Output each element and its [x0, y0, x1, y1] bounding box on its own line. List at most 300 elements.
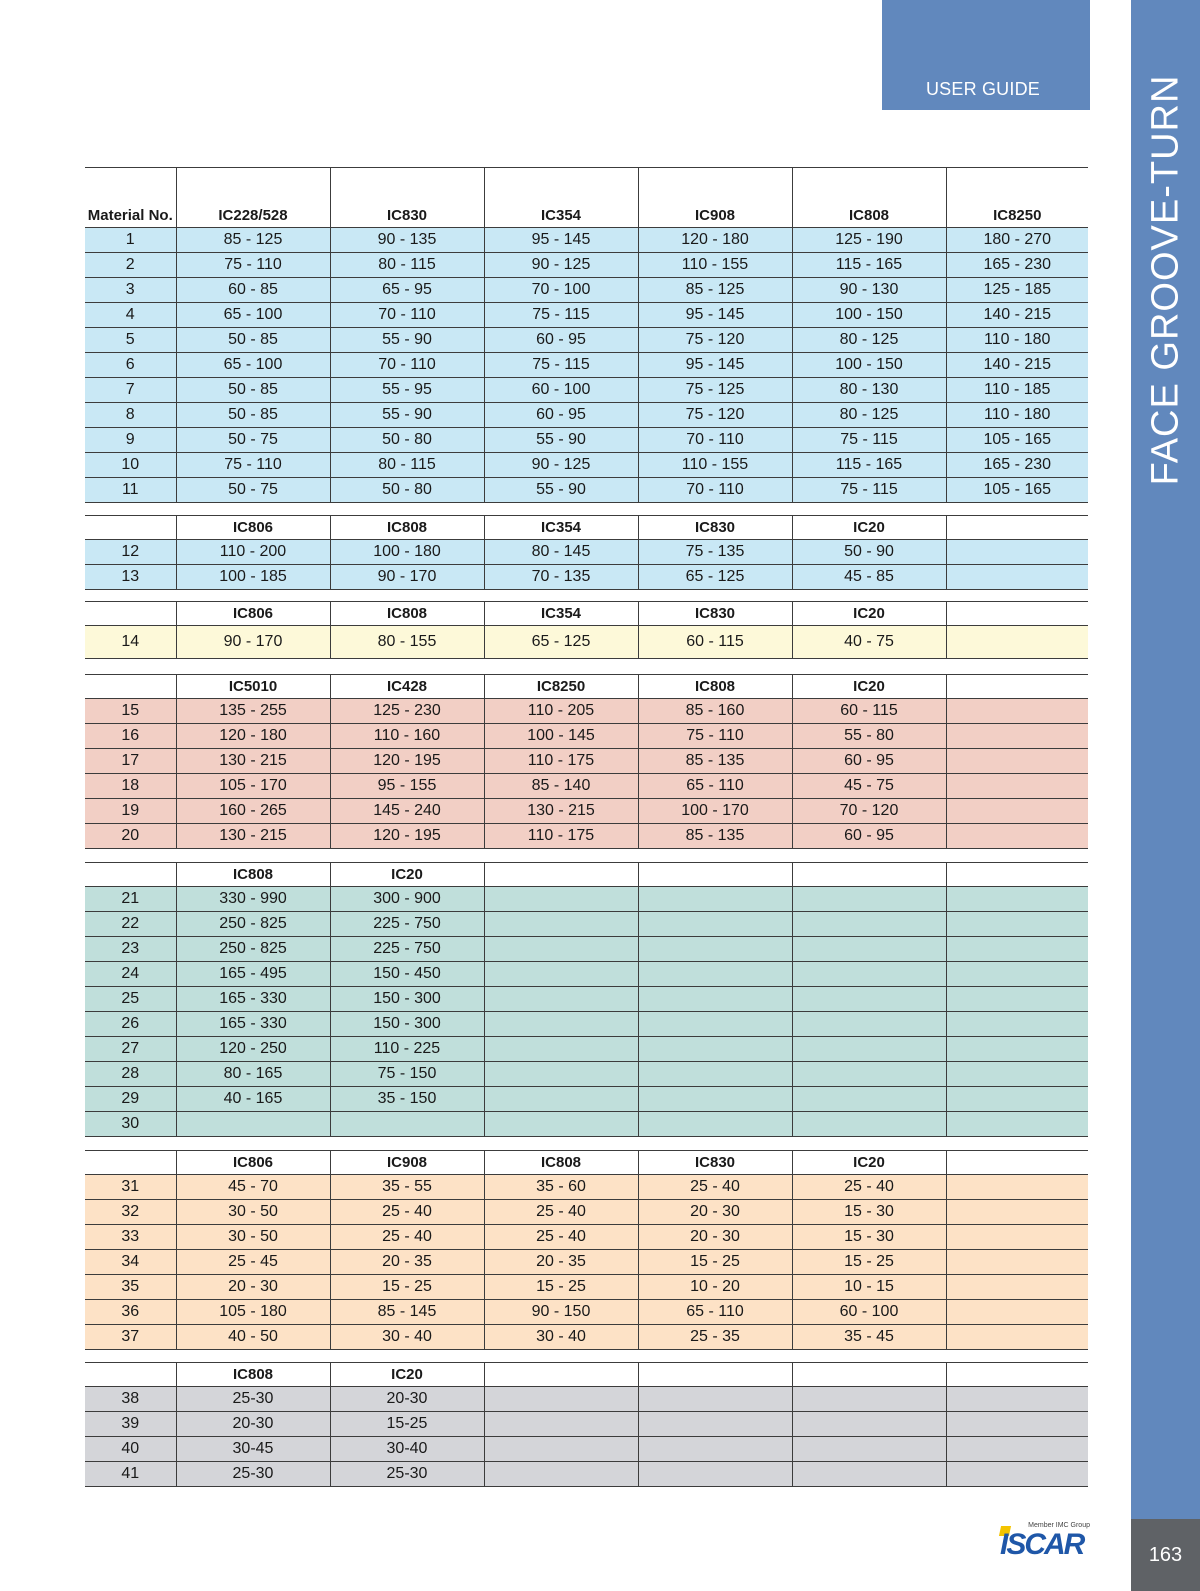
- cutting-speed-cell: [484, 1462, 638, 1487]
- cutting-speed-cell: [792, 1437, 946, 1462]
- material-number-cell: 35: [85, 1275, 176, 1300]
- material-number-cell: 39: [85, 1412, 176, 1437]
- cutting-speed-cell: 25-30: [176, 1462, 330, 1487]
- cutting-speed-cell: 20 - 30: [176, 1275, 330, 1300]
- cutting-speed-cell: 15 - 30: [792, 1200, 946, 1225]
- cutting-speed-cell: 85 - 135: [638, 749, 792, 774]
- cutting-speed-cell: 80 - 115: [330, 453, 484, 478]
- cutting-speed-cell: 75 - 115: [484, 303, 638, 328]
- cutting-speed-cell: [484, 1437, 638, 1462]
- table-header-row: [85, 1363, 1088, 1387]
- cutting-speed-cell: 55 - 90: [330, 403, 484, 428]
- cutting-speed-cell: 60 - 115: [638, 626, 792, 659]
- cutting-speed-cell: 90 - 170: [176, 626, 330, 659]
- material-number-cell: 22: [85, 912, 176, 937]
- cutting-speed-cell: [946, 912, 1088, 937]
- cutting-speed-cell: 50 - 75: [176, 478, 330, 503]
- cutting-speed-cell: [484, 1387, 638, 1412]
- cutting-speed-cell: 75 - 110: [176, 453, 330, 478]
- cutting-speed-cell: 50 - 80: [330, 428, 484, 453]
- cutting-speed-cell: 90 - 130: [792, 278, 946, 303]
- cutting-speed-cell: 75 - 110: [176, 253, 330, 278]
- grade-header: IC20: [792, 1151, 946, 1175]
- cutting-speed-cell: [638, 1437, 792, 1462]
- table-row: [85, 824, 1088, 849]
- table-row: [85, 1437, 1088, 1462]
- material-number-cell: 26: [85, 1012, 176, 1037]
- material-number-cell: 29: [85, 1087, 176, 1112]
- cutting-speed-cell: [176, 1112, 330, 1137]
- speed-table-4: [85, 674, 1088, 849]
- cutting-speed-cell: 165 - 330: [176, 1012, 330, 1037]
- cutting-speed-cell: 120 - 250: [176, 1037, 330, 1062]
- cutting-speed-cell: [484, 987, 638, 1012]
- cutting-speed-cell: 110 - 175: [484, 824, 638, 849]
- iscar-logo: [998, 1522, 1090, 1562]
- grade-header: IC808: [330, 516, 484, 540]
- cutting-speed-cell: 110 - 155: [638, 253, 792, 278]
- cutting-speed-cell: 25 - 40: [330, 1225, 484, 1250]
- side-section-band: [1131, 0, 1200, 1519]
- material-number-cell: 30: [85, 1112, 176, 1137]
- grade-header: IC808: [330, 602, 484, 626]
- cutting-speed-cell: 55 - 95: [330, 378, 484, 403]
- table-row: [85, 749, 1088, 774]
- cutting-speed-cell: 60 - 115: [792, 699, 946, 724]
- grade-header: IC806: [176, 516, 330, 540]
- cutting-speed-cell: 40 - 50: [176, 1325, 330, 1350]
- cutting-speed-cell: 15 - 25: [484, 1275, 638, 1300]
- material-no-header: [85, 602, 176, 626]
- material-number-cell: 41: [85, 1462, 176, 1487]
- cutting-speed-cell: 60 - 100: [792, 1300, 946, 1325]
- grade-header: [792, 863, 946, 887]
- cutting-speed-cell: 65 - 110: [638, 774, 792, 799]
- material-number-cell: 2: [85, 253, 176, 278]
- cutting-speed-cell: 25 - 40: [484, 1200, 638, 1225]
- cutting-speed-cell: [946, 1412, 1088, 1437]
- cutting-speed-cell: 110 - 205: [484, 699, 638, 724]
- table-row: [85, 962, 1088, 987]
- cutting-speed-cell: [946, 1037, 1088, 1062]
- speed-table-1: [85, 167, 1088, 503]
- cutting-speed-cell: 250 - 825: [176, 937, 330, 962]
- cutting-speed-cell: 140 - 215: [946, 303, 1088, 328]
- speed-table-7: [85, 1362, 1088, 1487]
- cutting-speed-cell: 85 - 125: [176, 228, 330, 253]
- table-row: [85, 453, 1088, 478]
- grade-header: [638, 1363, 792, 1387]
- cutting-speed-cell: 85 - 160: [638, 699, 792, 724]
- cutting-speed-cell: [946, 1250, 1088, 1275]
- table-row: [85, 1300, 1088, 1325]
- cutting-speed-cell: 100 - 145: [484, 724, 638, 749]
- grade-header: IC5010: [176, 675, 330, 699]
- table-row: [85, 1112, 1088, 1137]
- cutting-speed-cell: 70 - 100: [484, 278, 638, 303]
- table-row: [85, 987, 1088, 1012]
- cutting-speed-cell: 110 - 160: [330, 724, 484, 749]
- grade-header: IC806: [176, 1151, 330, 1175]
- cutting-speed-cell: 75 - 135: [638, 540, 792, 565]
- cutting-speed-cell: [484, 912, 638, 937]
- cutting-speed-cell: 250 - 825: [176, 912, 330, 937]
- grade-header: IC20: [792, 602, 946, 626]
- table-header-row: [85, 1151, 1088, 1175]
- cutting-speed-cell: 80 - 130: [792, 378, 946, 403]
- cutting-speed-cell: 120 - 195: [330, 749, 484, 774]
- cutting-speed-cell: 65 - 100: [176, 353, 330, 378]
- grade-header: IC908: [638, 168, 792, 228]
- cutting-speed-cell: 145 - 240: [330, 799, 484, 824]
- cutting-speed-cell: [792, 912, 946, 937]
- cutting-speed-cell: [946, 699, 1088, 724]
- cutting-speed-cell: 70 - 110: [638, 428, 792, 453]
- grade-header: [946, 1363, 1088, 1387]
- cutting-speed-cell: 140 - 215: [946, 353, 1088, 378]
- cutting-speed-cell: [792, 1087, 946, 1112]
- table-row: [85, 1387, 1088, 1412]
- cutting-speed-cell: 25 - 40: [792, 1175, 946, 1200]
- cutting-speed-cell: 300 - 900: [330, 887, 484, 912]
- grade-header: IC354: [484, 516, 638, 540]
- cutting-speed-cell: 90 - 125: [484, 253, 638, 278]
- material-number-cell: 9: [85, 428, 176, 453]
- grade-header: IC228/528: [176, 168, 330, 228]
- cutting-speed-cell: 70 - 135: [484, 565, 638, 590]
- cutting-speed-cell: 20-30: [176, 1412, 330, 1437]
- speed-table-6: [85, 1150, 1088, 1350]
- material-number-cell: 18: [85, 774, 176, 799]
- table-header-row: [85, 516, 1088, 540]
- cutting-speed-cell: 110 - 180: [946, 403, 1088, 428]
- cutting-speed-cell: 85 - 125: [638, 278, 792, 303]
- grade-header: [484, 1363, 638, 1387]
- cutting-speed-cell: [792, 937, 946, 962]
- speed-table-5: [85, 862, 1088, 1137]
- cutting-speed-cell: 45 - 75: [792, 774, 946, 799]
- cutting-speed-cell: 120 - 180: [176, 724, 330, 749]
- cutting-speed-cell: [484, 962, 638, 987]
- cutting-speed-cell: [946, 749, 1088, 774]
- cutting-speed-cell: 75 - 115: [792, 428, 946, 453]
- cutting-speed-cell: [946, 887, 1088, 912]
- cutting-speed-cell: 25 - 35: [638, 1325, 792, 1350]
- cutting-speed-cell: 65 - 125: [484, 626, 638, 659]
- material-number-cell: 19: [85, 799, 176, 824]
- cutting-speed-cell: 70 - 110: [330, 303, 484, 328]
- cutting-speed-cell: 130 - 215: [176, 749, 330, 774]
- cutting-speed-cell: 225 - 750: [330, 937, 484, 962]
- material-number-cell: 5: [85, 328, 176, 353]
- material-number-cell: 12: [85, 540, 176, 565]
- cutting-speed-cell: [946, 724, 1088, 749]
- cutting-speed-cell: [792, 1112, 946, 1137]
- cutting-speed-cell: [946, 1387, 1088, 1412]
- cutting-speed-cell: 80 - 165: [176, 1062, 330, 1087]
- cutting-speed-cell: [946, 1012, 1088, 1037]
- grade-header: IC808: [792, 168, 946, 228]
- grade-header: IC808: [484, 1151, 638, 1175]
- material-number-cell: 27: [85, 1037, 176, 1062]
- table-row: [85, 912, 1088, 937]
- cutting-speed-cell: [946, 937, 1088, 962]
- cutting-speed-cell: 35 - 60: [484, 1175, 638, 1200]
- table-row: [85, 626, 1088, 659]
- cutting-speed-cell: 45 - 85: [792, 565, 946, 590]
- cutting-speed-cell: 50 - 90: [792, 540, 946, 565]
- table-row: [85, 1062, 1088, 1087]
- cutting-speed-cell: 75 - 120: [638, 328, 792, 353]
- material-number-cell: 14: [85, 626, 176, 659]
- grade-header: IC20: [330, 1363, 484, 1387]
- cutting-speed-cell: 70 - 110: [638, 478, 792, 503]
- cutting-speed-cell: 10 - 15: [792, 1275, 946, 1300]
- material-number-cell: 20: [85, 824, 176, 849]
- grade-header: IC20: [792, 675, 946, 699]
- cutting-speed-cell: 95 - 145: [484, 228, 638, 253]
- material-number-cell: 3: [85, 278, 176, 303]
- table-row: [85, 1325, 1088, 1350]
- cutting-speed-cell: 100 - 150: [792, 353, 946, 378]
- cutting-speed-cell: 15 - 25: [638, 1250, 792, 1275]
- cutting-speed-cell: 15-25: [330, 1412, 484, 1437]
- page-number: 163: [1131, 1519, 1200, 1591]
- cutting-speed-cell: 20 - 35: [484, 1250, 638, 1275]
- cutting-speed-cell: 80 - 145: [484, 540, 638, 565]
- grade-header: [484, 863, 638, 887]
- cutting-speed-cell: 25 - 40: [638, 1175, 792, 1200]
- cutting-speed-cell: 115 - 165: [792, 453, 946, 478]
- cutting-speed-cell: [946, 1300, 1088, 1325]
- cutting-speed-cell: 50 - 85: [176, 403, 330, 428]
- material-no-header: [85, 516, 176, 540]
- cutting-speed-cell: 60 - 85: [176, 278, 330, 303]
- material-number-cell: 13: [85, 565, 176, 590]
- cutting-speed-cell: [484, 887, 638, 912]
- cutting-speed-cell: 55 - 90: [330, 328, 484, 353]
- material-no-header: [85, 675, 176, 699]
- cutting-speed-cell: 55 - 80: [792, 724, 946, 749]
- cutting-speed-cell: [946, 962, 1088, 987]
- cutting-speed-cell: 90 - 150: [484, 1300, 638, 1325]
- grade-header: [946, 863, 1088, 887]
- cutting-speed-cell: 150 - 300: [330, 1012, 484, 1037]
- cutting-speed-cell: 110 - 185: [946, 378, 1088, 403]
- logo-member-text: Member IMC Group: [1028, 1522, 1090, 1529]
- cutting-speed-cell: 90 - 170: [330, 565, 484, 590]
- cutting-speed-cell: [484, 1012, 638, 1037]
- cutting-speed-cell: 150 - 300: [330, 987, 484, 1012]
- material-number-cell: 24: [85, 962, 176, 987]
- cutting-speed-cell: 110 - 200: [176, 540, 330, 565]
- grade-header: [638, 863, 792, 887]
- cutting-speed-cell: [638, 912, 792, 937]
- speed-table-3: [85, 601, 1088, 659]
- material-number-cell: 36: [85, 1300, 176, 1325]
- cutting-speed-cell: [638, 962, 792, 987]
- grade-header: IC830: [638, 602, 792, 626]
- cutting-speed-cell: 95 - 155: [330, 774, 484, 799]
- cutting-speed-cell: 105 - 165: [946, 428, 1088, 453]
- logo-wordmark: ISCAR: [1000, 1528, 1084, 1561]
- cutting-speed-cell: [946, 824, 1088, 849]
- cutting-speed-cell: [946, 1437, 1088, 1462]
- grade-header: [792, 1363, 946, 1387]
- cutting-speed-cell: 70 - 110: [330, 353, 484, 378]
- cutting-speed-cell: 150 - 450: [330, 962, 484, 987]
- grade-header: IC806: [176, 602, 330, 626]
- cutting-speed-cell: [638, 1412, 792, 1437]
- table-row: [85, 428, 1088, 453]
- cutting-speed-cell: 20 - 35: [330, 1250, 484, 1275]
- table-row: [85, 378, 1088, 403]
- material-number-cell: 25: [85, 987, 176, 1012]
- cutting-speed-cell: [484, 937, 638, 962]
- cutting-speed-cell: 85 - 135: [638, 824, 792, 849]
- table-row: [85, 1412, 1088, 1437]
- material-number-cell: 28: [85, 1062, 176, 1087]
- grade-header: IC20: [330, 863, 484, 887]
- cutting-speed-cell: [792, 1037, 946, 1062]
- cutting-speed-cell: 65 - 95: [330, 278, 484, 303]
- cutting-speed-cell: [484, 1037, 638, 1062]
- material-no-header: [85, 1363, 176, 1387]
- cutting-speed-cell: 90 - 125: [484, 453, 638, 478]
- grade-header: IC908: [330, 1151, 484, 1175]
- cutting-speed-cell: 60 - 95: [792, 749, 946, 774]
- cutting-speed-cell: [638, 937, 792, 962]
- cutting-speed-cell: 65 - 110: [638, 1300, 792, 1325]
- speed-table-2: [85, 515, 1088, 590]
- cutting-speed-cell: 75 - 150: [330, 1062, 484, 1087]
- cutting-speed-cell: 50 - 85: [176, 378, 330, 403]
- grade-header: IC830: [638, 516, 792, 540]
- cutting-speed-cell: 35 - 55: [330, 1175, 484, 1200]
- cutting-speed-cell: [946, 1175, 1088, 1200]
- material-no-header: [85, 863, 176, 887]
- cutting-speed-cell: 85 - 145: [330, 1300, 484, 1325]
- cutting-speed-cell: 165 - 495: [176, 962, 330, 987]
- cutting-speed-cell: 80 - 125: [792, 403, 946, 428]
- cutting-speed-cell: 30 - 40: [484, 1325, 638, 1350]
- cutting-speed-cell: 95 - 145: [638, 303, 792, 328]
- table-row: [85, 565, 1088, 590]
- cutting-speed-cell: [946, 1087, 1088, 1112]
- grade-header: IC428: [330, 675, 484, 699]
- cutting-speed-cell: [946, 1275, 1088, 1300]
- grade-header: IC354: [484, 602, 638, 626]
- cutting-speed-cell: [946, 799, 1088, 824]
- cutting-speed-cell: [330, 1112, 484, 1137]
- cutting-speed-cell: 45 - 70: [176, 1175, 330, 1200]
- cutting-speed-cell: 25-30: [330, 1462, 484, 1487]
- material-number-cell: 6: [85, 353, 176, 378]
- cutting-speed-cell: 95 - 145: [638, 353, 792, 378]
- table-row: [85, 699, 1088, 724]
- cutting-speed-cell: 100 - 180: [330, 540, 484, 565]
- cutting-speed-cell: [484, 1087, 638, 1112]
- cutting-speed-cell: [946, 1112, 1088, 1137]
- cutting-speed-cell: 60 - 95: [484, 328, 638, 353]
- cutting-speed-cell: 90 - 135: [330, 228, 484, 253]
- table-row: [85, 403, 1088, 428]
- grade-header: IC8250: [946, 168, 1088, 228]
- table-header-row: [85, 863, 1088, 887]
- material-number-cell: 37: [85, 1325, 176, 1350]
- cutting-speed-cell: 60 - 95: [484, 403, 638, 428]
- cutting-speed-cell: [638, 1462, 792, 1487]
- cutting-speed-cell: [792, 1062, 946, 1087]
- grade-header: IC830: [330, 168, 484, 228]
- table-row: [85, 303, 1088, 328]
- cutting-speed-cell: [946, 1462, 1088, 1487]
- cutting-speed-cell: [946, 1062, 1088, 1087]
- cutting-speed-cell: 110 - 175: [484, 749, 638, 774]
- cutting-speed-cell: 225 - 750: [330, 912, 484, 937]
- cutting-speed-cell: [946, 626, 1088, 659]
- cutting-speed-cell: 330 - 990: [176, 887, 330, 912]
- cutting-speed-cell: 65 - 125: [638, 565, 792, 590]
- cutting-speed-cell: 110 - 180: [946, 328, 1088, 353]
- material-number-cell: 15: [85, 699, 176, 724]
- cutting-speed-cell: 80 - 125: [792, 328, 946, 353]
- cutting-speed-cell: [946, 565, 1088, 590]
- cutting-speed-cell: 80 - 155: [330, 626, 484, 659]
- cutting-speed-cell: 75 - 125: [638, 378, 792, 403]
- table-row: [85, 540, 1088, 565]
- cutting-speed-cell: 85 - 140: [484, 774, 638, 799]
- table-row: [85, 774, 1088, 799]
- cutting-speed-cell: 55 - 90: [484, 478, 638, 503]
- material-number-cell: 4: [85, 303, 176, 328]
- cutting-speed-cell: 125 - 190: [792, 228, 946, 253]
- cutting-speed-cell: [792, 1462, 946, 1487]
- cutting-speed-cell: [792, 887, 946, 912]
- cutting-speed-cell: 60 - 100: [484, 378, 638, 403]
- user-guide-label: USER GUIDE: [925, 79, 1040, 99]
- cutting-speed-cell: 100 - 170: [638, 799, 792, 824]
- material-number-cell: 8: [85, 403, 176, 428]
- cutting-speed-cell: 130 - 215: [176, 824, 330, 849]
- cutting-speed-cell: [638, 1062, 792, 1087]
- cutting-speed-cell: 25 - 40: [484, 1225, 638, 1250]
- cutting-speed-cell: 10 - 20: [638, 1275, 792, 1300]
- cutting-speed-cell: 120 - 180: [638, 228, 792, 253]
- cutting-speed-cell: 70 - 120: [792, 799, 946, 824]
- grade-header: IC808: [176, 863, 330, 887]
- material-number-cell: 34: [85, 1250, 176, 1275]
- cutting-speed-cell: [946, 1325, 1088, 1350]
- cutting-speed-cell: [792, 1387, 946, 1412]
- table-row: [85, 478, 1088, 503]
- table-header-row: [85, 602, 1088, 626]
- cutting-speed-cell: 25 - 45: [176, 1250, 330, 1275]
- grade-header: [946, 675, 1088, 699]
- grade-header: IC830: [638, 1151, 792, 1175]
- user-guide-tab: [882, 0, 1090, 110]
- cutting-speed-cell: 110 - 225: [330, 1037, 484, 1062]
- cutting-speed-cell: [946, 1200, 1088, 1225]
- cutting-speed-cell: 165 - 230: [946, 453, 1088, 478]
- table-row: [85, 1225, 1088, 1250]
- grade-header: [946, 1151, 1088, 1175]
- cutting-speed-cell: [638, 987, 792, 1012]
- table-row: [85, 1275, 1088, 1300]
- cutting-speed-cell: 75 - 120: [638, 403, 792, 428]
- cutting-speed-cell: 80 - 115: [330, 253, 484, 278]
- material-number-cell: 1: [85, 228, 176, 253]
